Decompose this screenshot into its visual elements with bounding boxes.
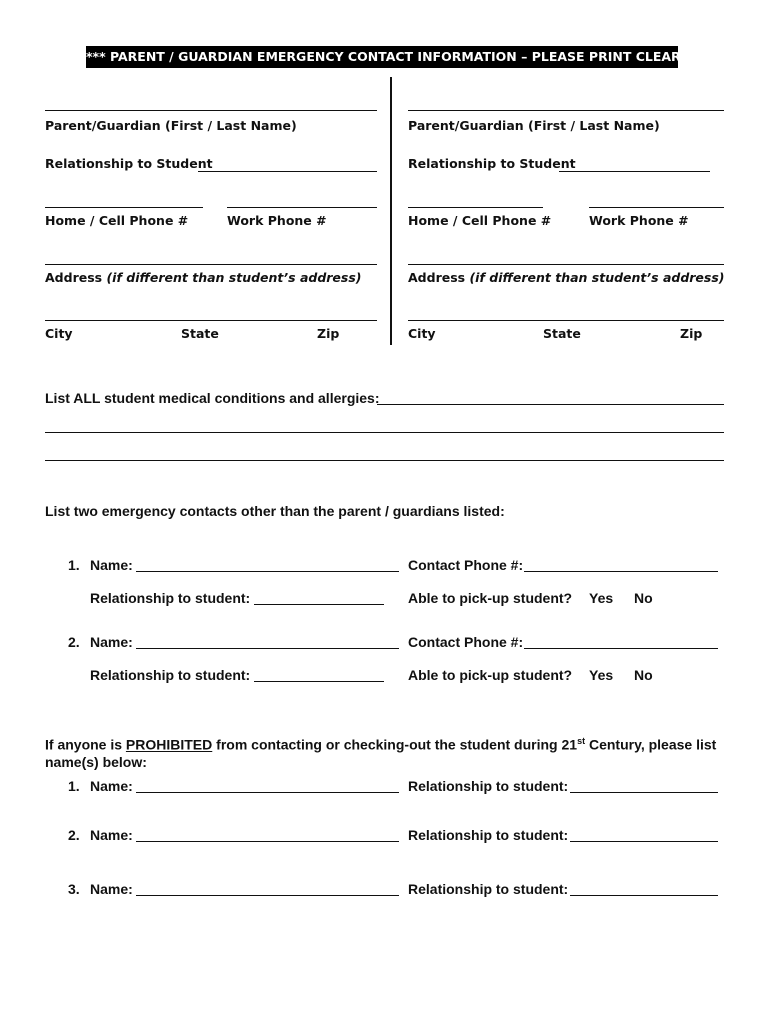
contact-1-pickup-label: Able to pick-up student? [408,590,573,606]
zip-label: Zip [680,326,703,341]
contact-2-relationship-label: Relationship to student: [90,667,251,683]
form-title-banner: *** PARENT / GUARDIAN EMERGENCY CONTACT INFORMATION – PLEASE PRINT CLEARLY *** [86,46,678,68]
medical-conditions-label: List ALL student medical conditions and allergies: [45,390,380,406]
contact-1-name-line[interactable] [136,571,399,572]
address-note: (if different than student’s address) [106,270,362,285]
relationship-label: Relationship to Student [45,156,213,171]
prohibited-3-name-label: Name: [90,881,133,897]
contact-2-name-label: Name: [90,634,133,650]
prohibited-3-number: 3. [68,881,80,897]
address-line-right[interactable] [408,264,724,265]
work-phone-label: Work Phone # [589,213,689,228]
contact-2-relationship-line[interactable] [254,681,384,682]
state-label: State [543,326,581,341]
address-label-text: Address [45,270,103,285]
relationship-label: Relationship to Student [408,156,576,171]
contact-1-phone-label: Contact Phone #: [408,557,524,573]
city-label: City [408,326,436,341]
medical-line-3[interactable] [45,460,724,461]
contact-1-pickup-yes[interactable]: Yes [589,590,614,606]
address-label [45,270,362,285]
contact-2-pickup-no[interactable]: No [634,667,653,683]
contact-2-phone-line[interactable] [524,648,718,649]
prohibited-intro-part1: If anyone is [45,736,126,753]
prohibited-1-number: 1. [68,778,80,794]
prohibited-intro-part3: Century, please list [585,736,717,753]
home-phone-label: Home / Cell Phone # [45,213,189,228]
prohibited-3-name-line[interactable] [136,895,399,896]
guardian-name-line-left[interactable] [45,110,377,111]
prohibited-2-relationship-line[interactable] [570,841,718,842]
address-line-left[interactable] [45,264,377,265]
work-phone-line-left[interactable] [227,207,377,208]
work-phone-label: Work Phone # [227,213,327,228]
relationship-line-left[interactable] [198,171,377,172]
contact-2-pickup-yes[interactable]: Yes [589,667,614,683]
work-phone-line-right[interactable] [589,207,724,208]
emergency-contacts-heading: List two emergency contacts other than the parent / guardians listed: [45,503,505,519]
home-phone-label: Home / Cell Phone # [408,213,552,228]
prohibited-3-relationship-line[interactable] [570,895,718,896]
prohibited-keyword: PROHIBITED [125,736,213,753]
prohibited-intro-part2: from contacting or checking-out the student during 21 [212,736,578,753]
contact-1-relationship-line[interactable] [254,604,384,605]
city-line-right[interactable] [408,320,724,321]
guardian-name-label: Parent/Guardian (First / Last Name) [408,118,660,133]
prohibited-2-name-line[interactable] [136,841,399,842]
contact-2-name-line[interactable] [136,648,399,649]
relationship-line-right[interactable] [559,171,710,172]
prohibited-2-relationship-label: Relationship to student: [408,827,569,843]
prohibited-intro-part4: name(s) below: [45,753,147,770]
prohibited-2-name-label: Name: [90,827,133,843]
city-label: City [45,326,73,341]
column-divider [390,77,392,345]
prohibited-intro-sup: st [577,736,586,746]
contact-2-number: 2. [68,634,80,650]
prohibited-2-number: 2. [68,827,80,843]
medical-line-2[interactable] [45,432,724,433]
prohibited-1-relationship-label: Relationship to student: [408,778,569,794]
state-label: State [181,326,219,341]
contact-1-number: 1. [68,557,80,573]
prohibited-1-name-label: Name: [90,778,133,794]
contact-1-phone-line[interactable] [524,571,718,572]
city-line-left[interactable] [45,320,377,321]
zip-label: Zip [317,326,340,341]
contact-2-phone-label: Contact Phone #: [408,634,524,650]
medical-line-1[interactable] [377,404,724,405]
guardian-name-line-right[interactable] [408,110,724,111]
address-label [408,270,725,285]
prohibited-3-relationship-label: Relationship to student: [408,881,569,897]
contact-1-pickup-no[interactable]: No [634,590,653,606]
contact-1-name-label: Name: [90,557,133,573]
home-phone-line-left[interactable] [45,207,203,208]
contact-1-relationship-label: Relationship to student: [90,590,251,606]
home-phone-line-right[interactable] [408,207,543,208]
prohibited-1-relationship-line[interactable] [570,792,718,793]
prohibited-intro [45,733,735,771]
address-label-text: Address [408,270,466,285]
guardian-name-label: Parent/Guardian (First / Last Name) [45,118,297,133]
contact-2-pickup-label: Able to pick-up student? [408,667,573,683]
prohibited-1-name-line[interactable] [136,792,399,793]
address-note: (if different than student’s address) [469,270,725,285]
